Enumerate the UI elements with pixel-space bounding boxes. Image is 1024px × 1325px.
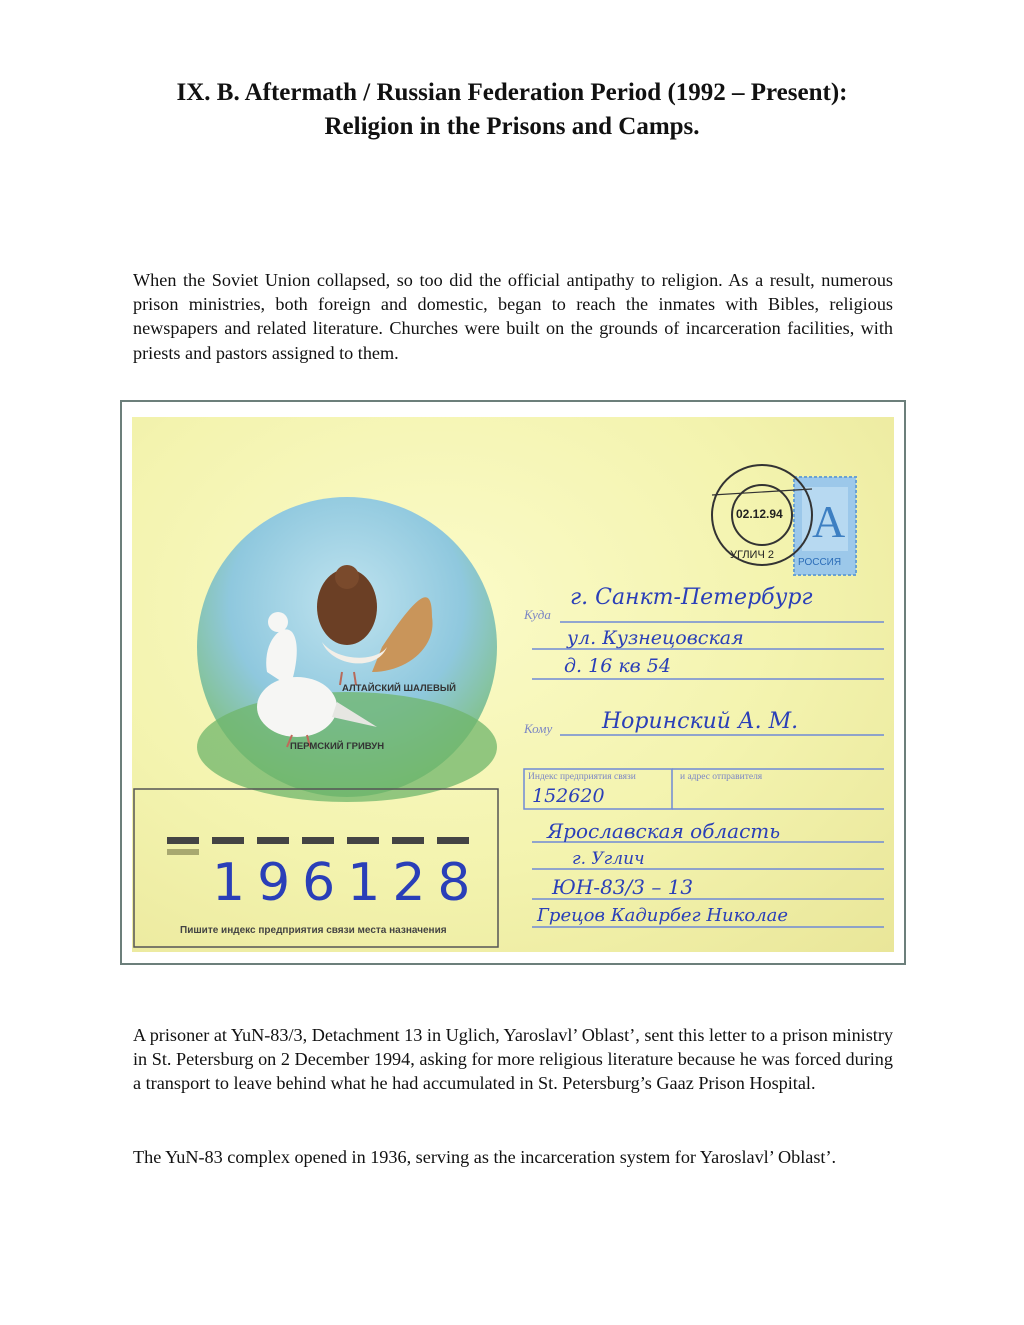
- index-instruction: Пишите индекс предприятия связи места назначения: [180, 925, 447, 936]
- label-whom: Кому: [524, 721, 553, 736]
- svg-text:A: A: [812, 496, 846, 547]
- postmark-date: 02.12.94: [736, 507, 783, 521]
- envelope-frame: [120, 400, 906, 965]
- sender-town: г. Углич: [572, 849, 645, 869]
- recipient-city: г. Санкт-Петербург: [570, 585, 813, 610]
- page-title: [100, 76, 924, 144]
- postmark-town: УГЛИЧ 2: [730, 549, 774, 561]
- stamp-country: РОССИЯ: [798, 557, 842, 568]
- envelope-image: [132, 417, 894, 952]
- recipient-name: Норинский А. М.: [602, 709, 799, 734]
- label-sender-index: Индекс предприятия связи: [528, 772, 636, 782]
- title-line-1: IX. B. Aftermath / Russian Federation Period (1992 – Present):: [176, 79, 848, 106]
- recipient-street: ул. Кузнецовская: [567, 627, 744, 649]
- sender-name: Грецов Кадирбег Николае: [537, 905, 789, 926]
- sender-institution: ЮН-83/3 – 13: [552, 875, 694, 899]
- intro-paragraph: When the Soviet Union collapsed, so too did the official antipathy to religion. As a result, numerous prison ministries, both foreign and domestic, began to reach the inmates with Bibles, religious newspapers and related literature. Churches were built on the grounds of incarceration facilities, with priests and pastors assigned to them.: [133, 270, 893, 363]
- caption-paragraph-1: A prisoner at YuN-83/3, Detachment 13 in Uglich, Yaroslavl’ Oblast’, sent this letter to a prison ministry in St. Petersburg on 2 December 1994, asking for more religious literature because he was forced during a transport to leave behind what he had accumulated in St. Petersburg’s Gaaz Prison Hospital.: [133, 1025, 893, 1094]
- title-line-2: Religion in the Prisons and Camps.: [324, 113, 700, 140]
- destination-index: 196128: [212, 853, 483, 913]
- bird-label-2: ПЕРМСКИЙ ГРИВУН: [290, 741, 385, 752]
- label-sender-address: и адрес отправителя: [680, 772, 763, 782]
- caption-paragraph-2: The YuN-83 complex opened in 1936, serving as the incarceration system for Yaroslavl’ Oblast’.: [133, 1147, 837, 1167]
- sender-region: Ярославская область: [547, 819, 781, 843]
- label-to: Куда: [524, 607, 551, 622]
- sender-index: 152620: [532, 785, 605, 807]
- recipient-house: д. 16 кв 54: [564, 655, 671, 677]
- bird-label-1: АЛТАЙСКИЙ ШАЛЕВЫЙ: [342, 683, 457, 694]
